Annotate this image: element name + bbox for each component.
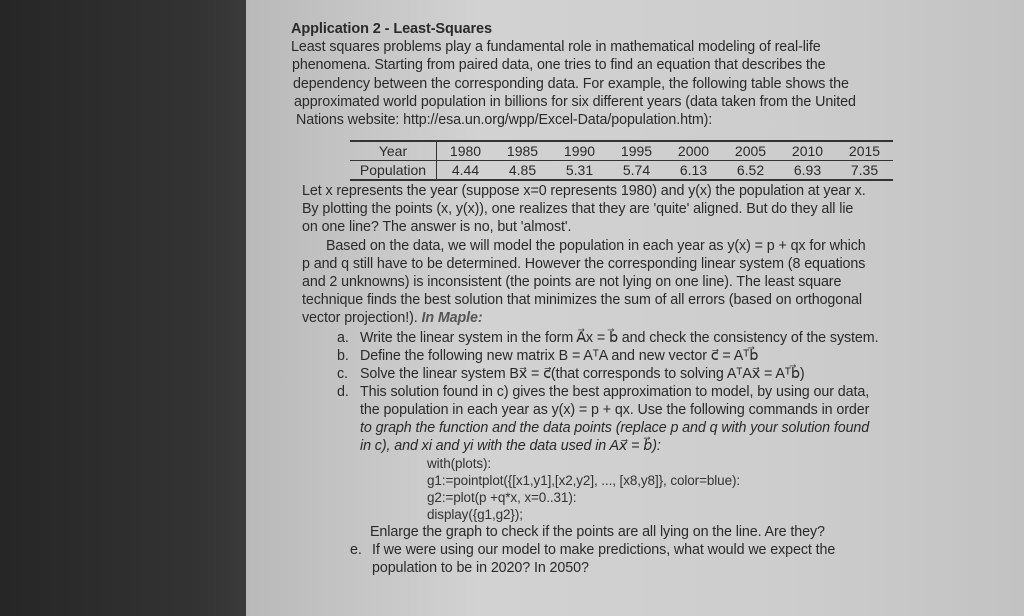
intro-line: Nations website: http://esa.un.org/wpp/Excel-Data/population.htm): bbox=[296, 112, 713, 128]
item-d-line: to graph the function and the data points (replace p and q with your solution found bbox=[360, 420, 870, 436]
document-title: Application 2 - Least-Squares bbox=[291, 21, 492, 37]
body-line: By plotting the points (x, y(x)), one realizes that they are 'quite' aligned. But do they all lie bbox=[302, 201, 854, 217]
year-cell: 2005 bbox=[722, 141, 779, 161]
item-d-line: This solution found in c) gives the best approximation to model, by using our data, bbox=[360, 384, 870, 400]
population-cell: 7.35 bbox=[836, 161, 893, 181]
code-line: g1:=pointplot({[x1,y1],[x2,y2], ..., [x8,y8]}, color=blue): bbox=[427, 473, 741, 488]
population-cell: 4.85 bbox=[494, 161, 551, 181]
item-d-marker: d. bbox=[337, 384, 349, 400]
population-cell: 5.74 bbox=[608, 161, 665, 181]
row-header: Population bbox=[350, 161, 437, 181]
item-c-text: Solve the linear system Bx⃗ = c⃗(that corresponds to solving AᵀAx⃗ = Aᵀb⃗) bbox=[360, 366, 805, 382]
item-b-text: Define the following new matrix B = AᵀA and new vector c⃗ = Aᵀb⃗ bbox=[360, 348, 759, 364]
body-line: p and q still have to be determined. However the corresponding linear system (8 equations bbox=[302, 256, 866, 272]
year-cell: 1995 bbox=[608, 141, 665, 161]
year-row bbox=[350, 141, 893, 161]
population-cell: 5.31 bbox=[551, 161, 608, 181]
dark-background bbox=[0, 0, 246, 616]
enlarge-text: Enlarge the graph to check if the points are all lying on the line. Are they? bbox=[370, 524, 825, 540]
item-e-line: If we were using our model to make predictions, what would we expect the bbox=[372, 542, 836, 558]
body-line: and 2 unknowns) is inconsistent (the points are not lying on one line). The least square bbox=[302, 274, 842, 290]
intro-line: Least squares problems play a fundamental role in mathematical modeling of real-life bbox=[291, 39, 821, 55]
population-cell: 6.93 bbox=[779, 161, 836, 181]
population-cell: 6.52 bbox=[722, 161, 779, 181]
item-d-line: in c), and xi and yi with the data used in Ax⃗ = b⃗): bbox=[360, 438, 661, 454]
body-line: Based on the data, we will model the population in each year as y(x) = p + qx for which bbox=[326, 238, 866, 254]
year-cell: 2015 bbox=[836, 141, 893, 161]
body-line: on one line? The answer is no, but 'almost'. bbox=[302, 219, 572, 235]
population-table bbox=[350, 140, 893, 181]
item-c-marker: c. bbox=[337, 366, 348, 382]
item-d-line: the population in each year as y(x) = p + qx. Use the following commands in order bbox=[360, 402, 870, 418]
body-line: technique finds the best solution that minimizes the sum of all errors (based on orthogonal bbox=[302, 292, 862, 308]
body-text: vector projection!). bbox=[302, 310, 422, 326]
population-cell: 6.13 bbox=[665, 161, 722, 181]
intro-line: phenomena. Starting from paired data, one tries to find an equation that describes the bbox=[292, 57, 826, 73]
population-row bbox=[350, 161, 893, 181]
intro-line: approximated world population in billions for six different years (data taken from the United bbox=[294, 94, 856, 110]
year-cell: 2010 bbox=[779, 141, 836, 161]
year-cell: 1980 bbox=[437, 141, 495, 161]
intro-line: dependency between the corresponding data. For example, the following table shows the bbox=[293, 76, 849, 92]
row-header: Year bbox=[350, 141, 437, 161]
body-line bbox=[302, 310, 483, 326]
item-a-marker: a. bbox=[337, 330, 349, 346]
year-cell: 1990 bbox=[551, 141, 608, 161]
item-e-line: population to be in 2020? In 2050? bbox=[372, 560, 589, 576]
code-line: display({g1,g2}); bbox=[427, 507, 523, 522]
code-line: g2:=plot(p +q*x, x=0..31): bbox=[427, 490, 577, 505]
year-cell: 1985 bbox=[494, 141, 551, 161]
item-e-marker: e. bbox=[350, 542, 362, 558]
year-cell: 2000 bbox=[665, 141, 722, 161]
body-line: Let x represents the year (suppose x=0 represents 1980) and y(x) the population at year x. bbox=[302, 183, 866, 199]
item-b-marker: b. bbox=[337, 348, 349, 364]
population-cell: 4.44 bbox=[437, 161, 495, 181]
code-line: with(plots): bbox=[427, 456, 492, 471]
item-a-text: Write the linear system in the form A⃗x = b⃗ and check the consistency of the system. bbox=[360, 330, 879, 346]
in-maple-label: In Maple: bbox=[421, 310, 483, 326]
